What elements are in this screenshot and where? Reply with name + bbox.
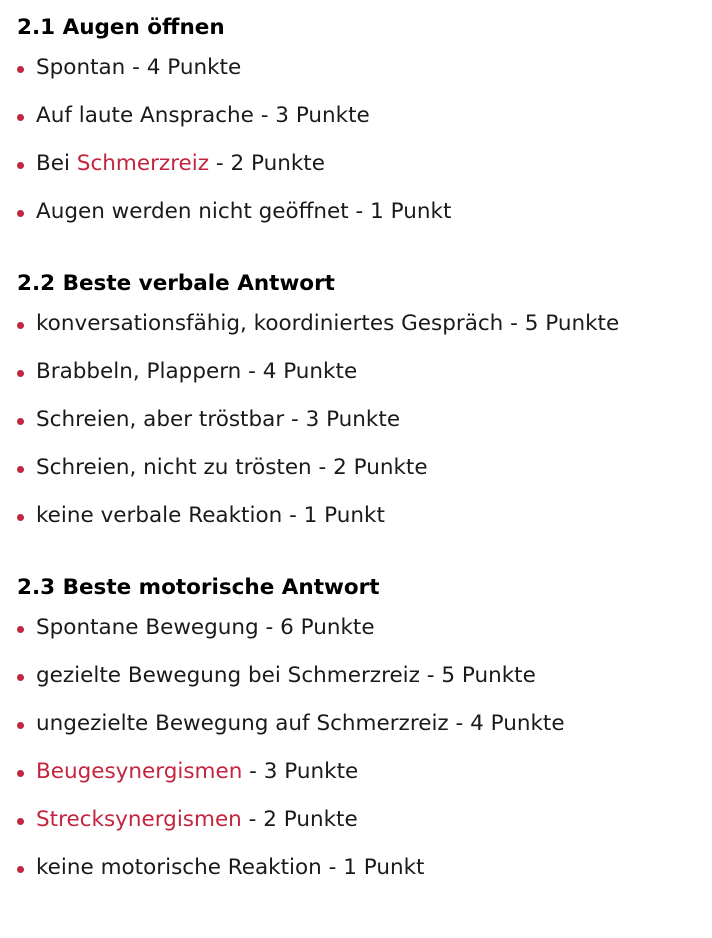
list-item [17, 396, 712, 444]
list-item [17, 140, 712, 188]
item-text: konversationsfähig, koordiniertes Gespräch - 5 Punkte [36, 311, 620, 336]
bullet-icon [17, 722, 24, 729]
score-list [17, 604, 712, 892]
bullet-icon [17, 66, 24, 73]
item-text-suffix: - 2 Punkte [209, 151, 325, 176]
bullet-icon [17, 674, 24, 681]
item-text: Bei [36, 151, 77, 176]
list-item [17, 348, 712, 396]
list-item [17, 700, 712, 748]
score-list [17, 44, 712, 236]
schmerzreiz-link[interactable]: Schmerzreiz [76, 151, 210, 176]
item-text-suffix: - 2 Punkte [241, 807, 358, 832]
list-item [17, 604, 712, 652]
bullet-icon [17, 210, 24, 217]
list-item [17, 300, 712, 348]
section-heading: 2.3 Beste motorische Antwort [17, 575, 380, 600]
bullet-icon [17, 466, 24, 473]
item-text: Schreien, aber tröstbar - 3 Punkte [36, 407, 401, 432]
section-heading: 2.1 Augen öffnen [17, 15, 225, 40]
list-item [17, 188, 712, 236]
item-text: Spontane Bewegung - 6 Punkte [36, 615, 375, 640]
section-motorische-antwort [17, 572, 712, 892]
bullet-icon [17, 818, 24, 825]
beugesynergismen-link[interactable]: Beugesynergismen [36, 759, 243, 784]
item-text: Schreien, nicht zu trösten - 2 Punkte [36, 455, 428, 480]
list-item [17, 652, 712, 700]
bullet-icon [17, 514, 24, 521]
item-text: keine motorische Reaktion - 1 Punkt [36, 855, 425, 880]
list-item [17, 844, 712, 892]
list-item [17, 796, 712, 844]
bullet-icon [17, 370, 24, 377]
item-text: keine verbale Reaktion - 1 Punkt [36, 503, 385, 528]
item-text-suffix: - 3 Punkte [242, 759, 359, 784]
bullet-icon [17, 322, 24, 329]
item-text: gezielte Bewegung bei Schmerzreiz - 5 Punkte [36, 663, 536, 688]
item-text: Augen werden nicht geöffnet - 1 Punkt [36, 199, 452, 224]
bullet-icon [17, 626, 24, 633]
section-augen-oeffnen [17, 12, 712, 236]
section-heading: 2.2 Beste verbale Antwort [17, 271, 335, 296]
score-list [17, 300, 712, 540]
bullet-icon [17, 866, 24, 873]
list-item [17, 44, 712, 92]
list-item [17, 492, 712, 540]
list-item [17, 748, 712, 796]
list-item [17, 92, 712, 140]
bullet-icon [17, 114, 24, 121]
strecksynergismen-link[interactable]: Strecksynergismen [36, 807, 242, 832]
bullet-icon [17, 418, 24, 425]
list-item [17, 444, 712, 492]
item-text: Spontan - 4 Punkte [36, 55, 242, 80]
bullet-icon [17, 162, 24, 169]
item-text: Brabbeln, Plappern - 4 Punkte [36, 359, 358, 384]
item-text: ungezielte Bewegung auf Schmerzreiz - 4 Punkte [36, 711, 565, 736]
section-verbale-antwort [17, 268, 712, 540]
item-text: Auf laute Ansprache - 3 Punkte [36, 103, 370, 128]
bullet-icon [17, 770, 24, 777]
